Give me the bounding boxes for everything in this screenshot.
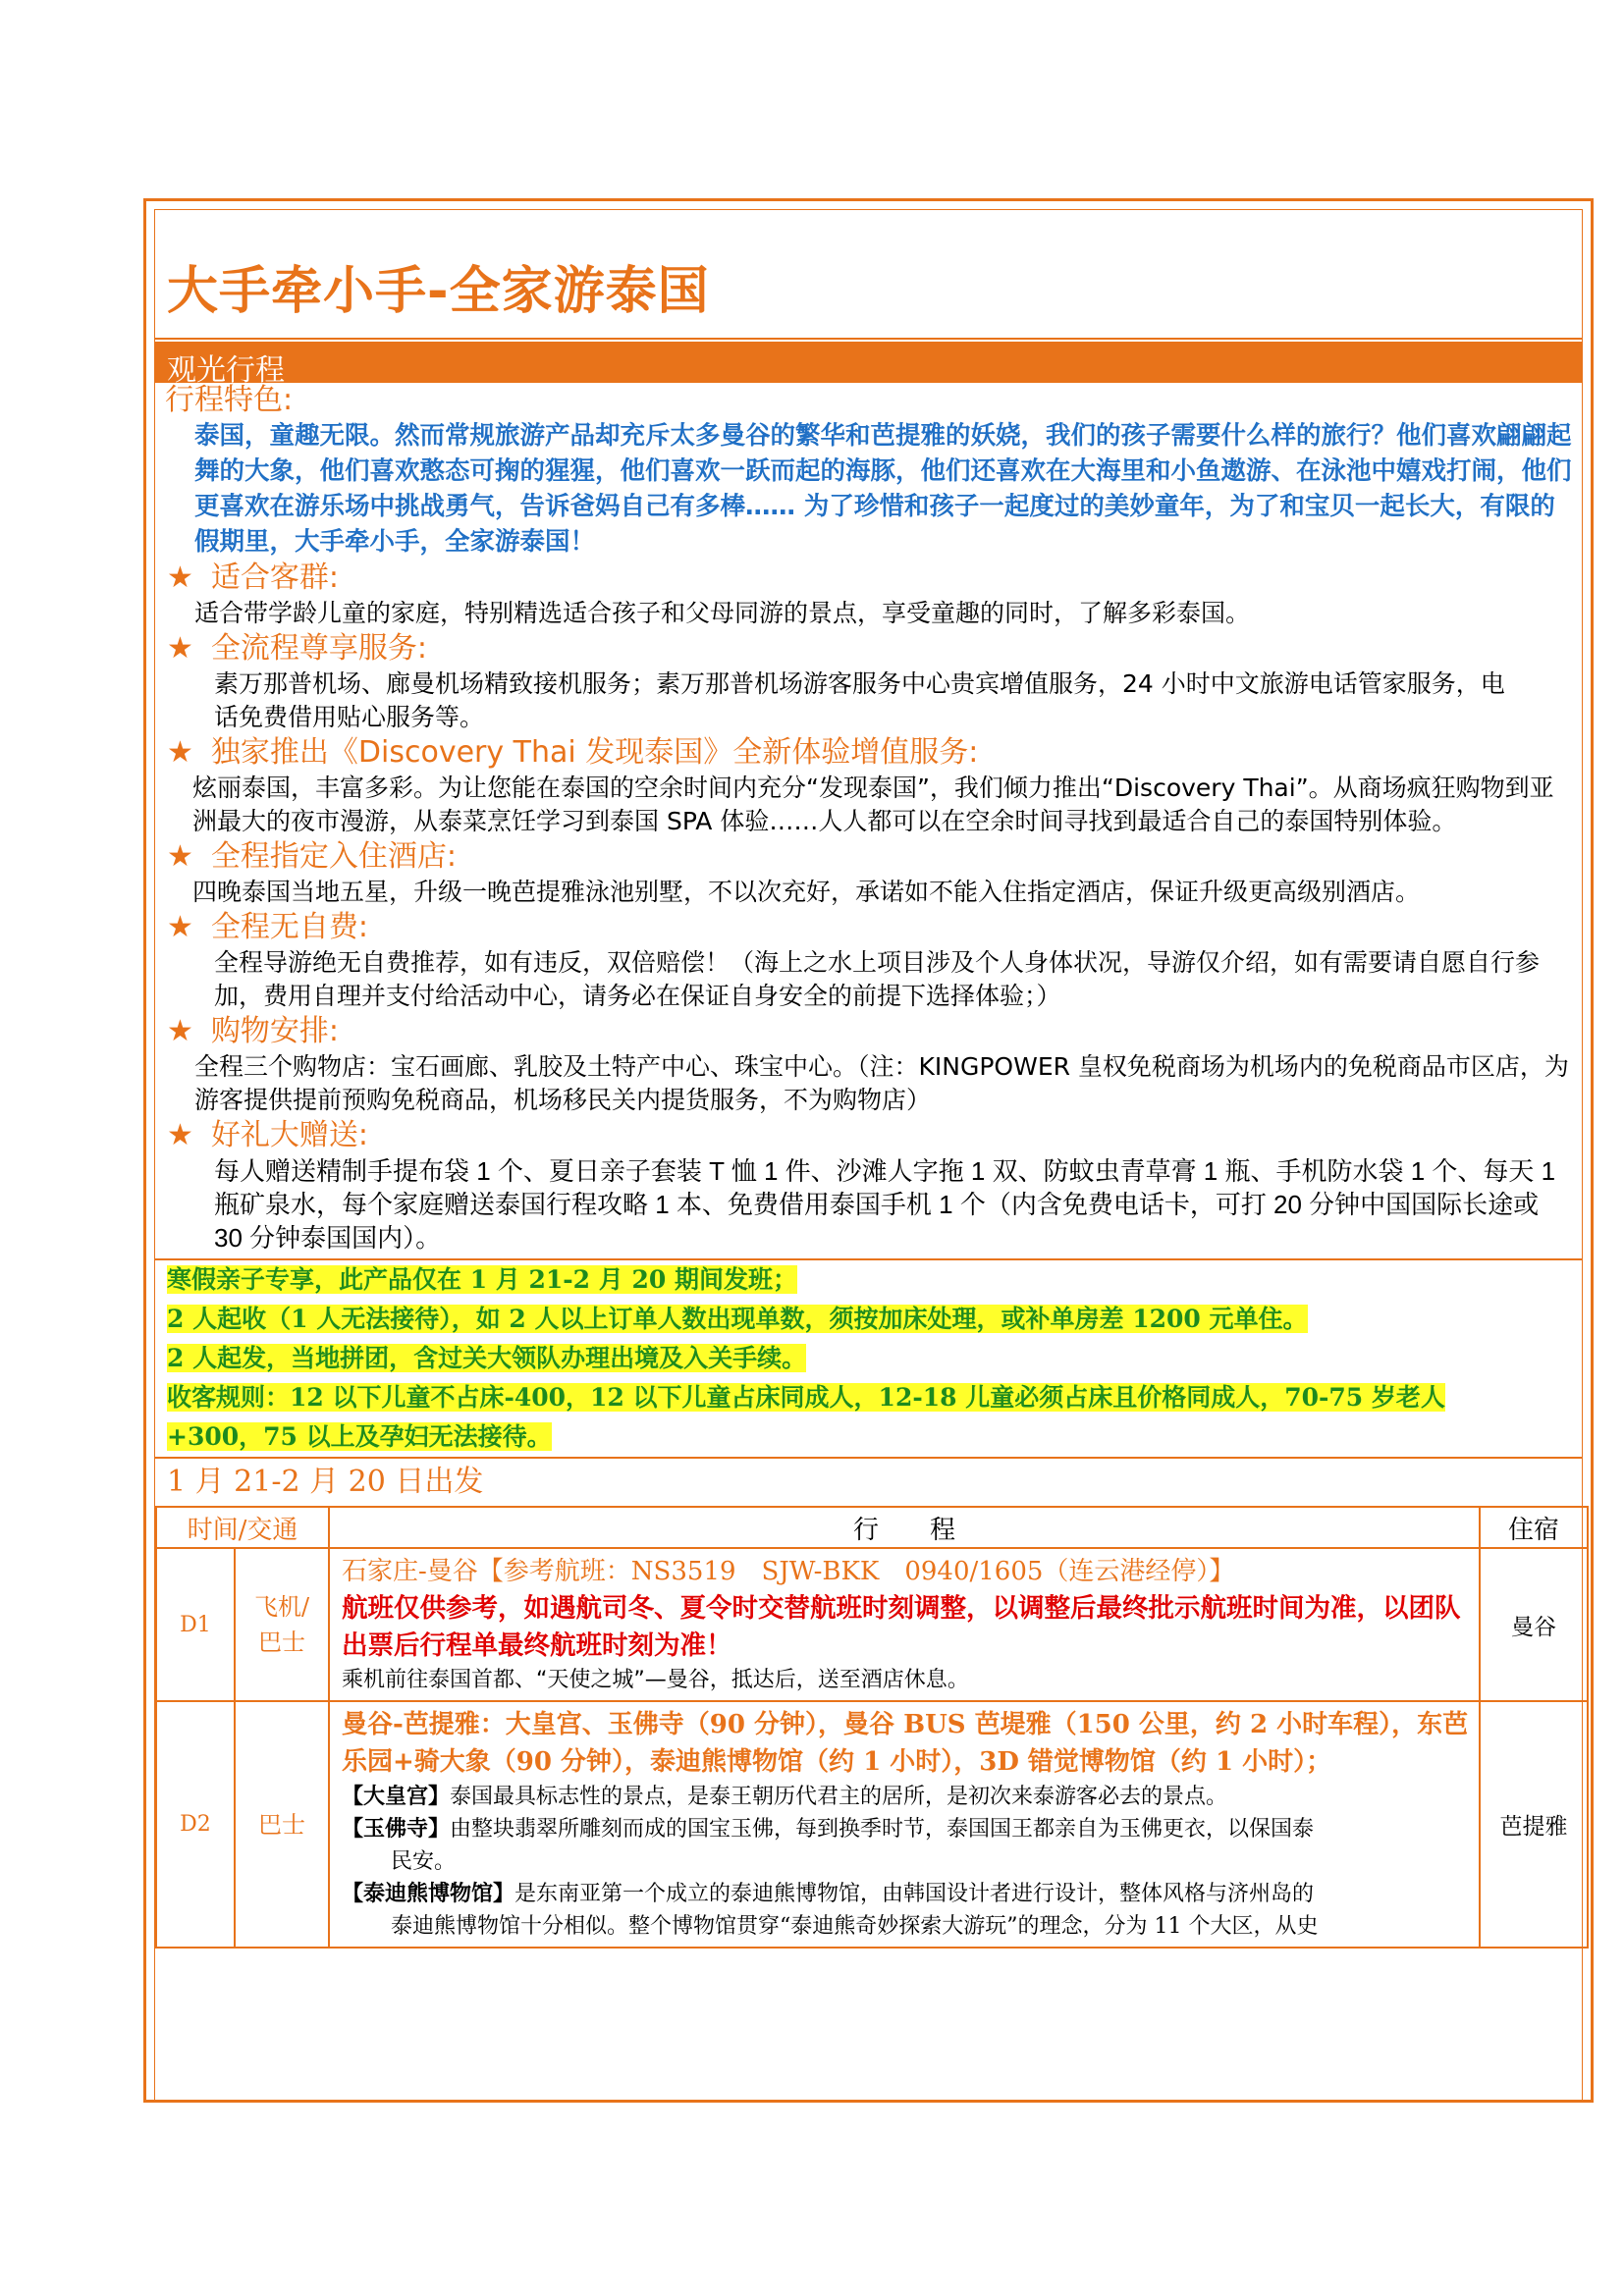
star-icon: ★ [167,839,193,874]
section-text: 全程三个购物店：宝石画廊、乳胶及土特产中心、珠宝中心。（注：KINGPOWER 皇权免税商场为机场内的免税商品市区店，为游客提供提前预购免税商品，机场移民关内提货服务，不为购物店） [194,1052,1569,1114]
section-heading: 好礼大赠送: [210,1118,369,1152]
features-text: 泰国，童趣无限。然而常规旅游产品却充斥太多曼谷的繁华和芭提雅的妖娆，我们的孩子需要什么样的旅行？他们喜欢翩翩起舞的大象，他们喜欢憨态可掬的猩猩，他们喜欢一跃而起的海豚，他们还喜欢在大海里和小鱼遨游、在泳池中嬉戏打闹，他们更喜欢在游乐场中挑战勇气，告诉爸妈自己有多棒…… 为了珍惜和孩子一起度过的美妙童年，为了和宝贝一起长大，有限的假期里，大手牵小手，全家游泰国！ [194,421,1572,557]
section-text: 炫丽泰国，丰富多彩。为让您能在泰国的空余时间内充分“发现泰国”，我们倾力推出“Discovery Thai”。从商场疯狂购物到亚洲最大的夜市漫游，从泰菜烹饪学习到泰国 SPA 体验……人人都可以在空余时间寻找到最适合自己的泰国特别体验。 [192,774,1554,835]
section-banner [155,342,1582,388]
document-inner-border [154,209,1583,2100]
section-heading: 全流程尊享服务: [210,631,428,666]
section-hotel [155,838,1582,909]
attraction-name: 【玉佛寺】 [342,1816,451,1842]
notices [155,1258,1582,1457]
column-header-stay: 住宿 [1480,1507,1588,1548]
stay-cell: 芭提雅 [1480,1701,1588,1948]
section-text: 适合带学龄儿童的家庭，特别精选适合孩子和父母同游的景点，享受童趣的同时，了解多彩泰国。 [194,599,1251,627]
itinerary-cell [329,1701,1480,1948]
column-header-time: 时间/交通 [156,1507,329,1548]
attraction-item [342,1813,1469,1878]
attraction-name: 【泰迪熊博物馆】 [342,1881,515,1906]
section-heading: 独家推出《Discovery Thai 发现泰国》全新体验增值服务: [210,735,979,770]
departure-dates: 1 月 21-2 月 20 日出发 [155,1457,1582,1506]
star-icon: ★ [167,735,193,770]
section-heading: 适合客群: [210,561,340,595]
day-label: D2 [156,1701,235,1948]
transport-line: 巴士 [258,1629,305,1656]
attraction-text: 泰国最具标志性的景点，是泰王朝历代君主的居所，是初次来泰游客必去的景点。 [450,1785,1228,1809]
section-text: 每人赠送精制手提布袋 1 个、夏日亲子套装 T 恤 1 件、沙滩人字拖 1 双、防蚊虫青草膏 1 瓶、手机防水袋 1 个、每天 1 瓶矿泉水，每个家庭赠送泰国行程攻略 1 本、免费借用泰国手机 1 个（内含免费电话卡，可打 20 分钟中国国际长途或 30 分钟泰国国内）。 [214,1156,1556,1253]
attraction-text-cont: 泰迪熊博物馆十分相似。整个博物馆贯穿“泰迪熊奇妙探索大游玩”的理念，分为 11 个大区，从史 [391,1914,1319,1939]
route-text: 石家庄-曼谷【参考航班：NS3519 SJW-BKK 0940/1605（连云港经停）】 [342,1557,1235,1586]
section-shopping [155,1013,1582,1117]
section-heading: 全程指定入住酒店: [210,839,458,874]
table-row [156,1701,1588,1948]
transport-cell: 巴士 [235,1701,329,1948]
section-service [155,630,1582,734]
section-discovery [155,734,1582,838]
section-heading: 全程无自费: [210,910,369,944]
section-heading: 购物安排: [210,1014,340,1048]
star-icon: ★ [167,1118,193,1152]
title-box [155,210,1582,340]
attraction-text: 是东南亚第一个成立的泰迪熊博物馆，由韩国设计者进行设计，整体风格与济州岛的 [514,1882,1315,1906]
day-description: 乘机前往泰国首都、“天使之城”—曼谷，抵达后，送至酒店休息。 [342,1668,969,1692]
features-heading: 行程特色: [165,383,294,417]
notice-line: 收客规则：12 以下儿童不占床-400，12 以下儿童占床同成人，12-18 儿童必须占床且价格同成人，70-75 岁老人 [167,1383,1445,1412]
notice-line: +300，75 以上及孕妇无法接待。 [167,1422,552,1451]
transport-cell [235,1548,329,1701]
section-text: 素万那普机场、廊曼机场精致接机服务；素万那普机场游客服务中心贵宾增值服务，24 小时中文旅游电话管家服务，电话免费借用贴心服务等。 [214,669,1505,731]
banner-label: 观光行程 [167,353,285,388]
section-audience [155,560,1582,630]
star-icon: ★ [167,1014,193,1048]
notice-line: 2 人起发，当地拼团，含过关大领队办理出境及入关手续。 [167,1344,807,1372]
notice-line: 寒假亲子专享，此产品仅在 1 月 21-2 月 20 期间发班； [167,1265,797,1294]
content [155,383,1582,1949]
section-text: 全程导游绝无自费推荐，如有违反，双倍赔偿！（海上之水上项目涉及个人身体状况，导游仅介绍，如有需要请自愿自行参加，费用自理并支付给活动中心，请务必在保证自身安全的前提下选择体验；） [214,948,1541,1010]
star-icon: ★ [167,561,193,595]
itinerary-table [155,1506,1589,1949]
table-header-row [156,1507,1588,1548]
section-gifts [155,1117,1582,1255]
attraction-item [342,1781,1469,1813]
star-icon: ★ [167,910,193,944]
column-header-itinerary: 行 程 [329,1507,1480,1548]
section-no-extra [155,909,1582,1013]
attraction-text-cont: 民安。 [391,1849,457,1874]
star-icon: ★ [167,631,193,666]
notice-line: 2 人起收（1 人无法接待），如 2 人以上订单人数出现单数，须按加床处理，或补单房差 1200 元单住。 [167,1305,1308,1333]
route-text: 曼谷-芭提雅：大皇宫、玉佛寺（90 分钟），曼谷 BUS 芭堤雅（150 公里，约 2 小时车程），东芭乐园+骑大象（90 分钟），泰迪熊博物馆（约 1 小时），3D 错觉博物馆（约 1 小时）； [342,1710,1469,1777]
day-label: D1 [156,1548,235,1701]
stay-cell: 曼谷 [1480,1548,1588,1701]
table-row [156,1548,1588,1701]
transport-line: 飞机/ [253,1593,310,1621]
section-text: 四晚泰国当地五星，升级一晚芭提雅泳池别墅，不以次充好，承诺如不能入住指定酒店，保证升级更高级别酒店。 [192,878,1421,906]
page-title: 大手牵小手-全家游泰国 [167,262,710,321]
flight-warning: 航班仅供参考，如遇航司冬、夏令时交替航班时刻调整，以调整后最终批示航班时间为准，以团队出票后行程单最终航班时刻为准！ [342,1593,1461,1661]
attraction-name: 【大皇宫】 [342,1784,451,1809]
attraction-text: 由整块翡翠所雕刻而成的国宝玉佛，每到换季时节，泰国国王都亲自为玉佛更衣，以保国泰 [450,1817,1315,1842]
attraction-item [342,1878,1469,1943]
document-frame [143,198,1594,2103]
itinerary-cell [329,1548,1480,1701]
